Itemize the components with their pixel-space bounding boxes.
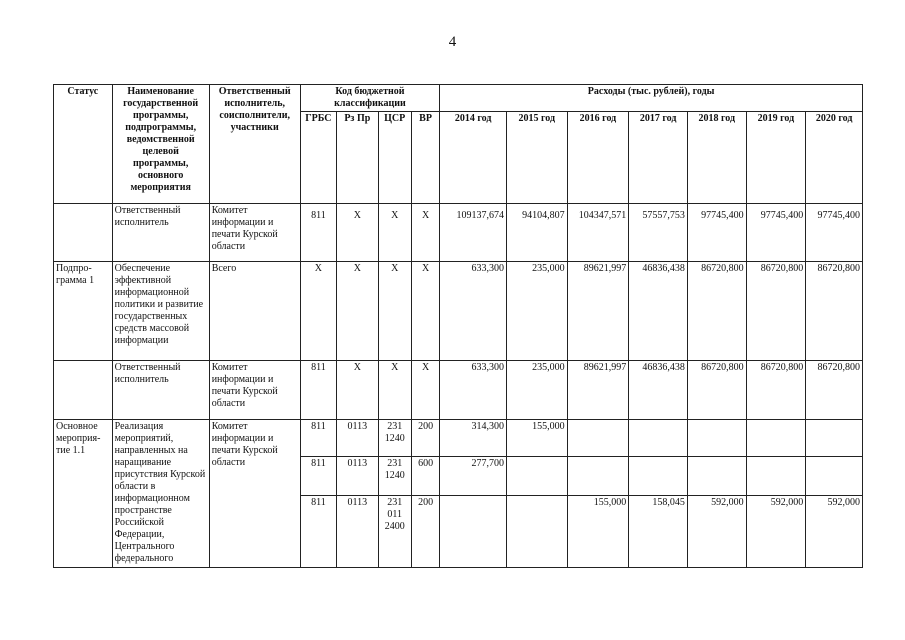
header-grbs: ГРБС bbox=[300, 112, 336, 204]
cell-value bbox=[629, 420, 688, 457]
cell-value bbox=[506, 457, 567, 496]
cell-value: 97745,400 bbox=[687, 204, 746, 262]
cell-value: 633,300 bbox=[440, 262, 507, 361]
cell-csr: X bbox=[378, 361, 411, 420]
cell-value: 277,700 bbox=[440, 457, 507, 496]
header-year: 2014 год bbox=[440, 112, 507, 204]
cell-value: 158,045 bbox=[629, 496, 688, 568]
cell-value bbox=[629, 457, 688, 496]
table-row bbox=[54, 361, 863, 420]
cell-vr: 200 bbox=[411, 420, 439, 457]
cell-value bbox=[687, 420, 746, 457]
cell-rzpr: 0113 bbox=[337, 420, 378, 457]
header-budget-code: Код бюджетной классификации bbox=[300, 85, 440, 112]
cell-value: 97745,400 bbox=[746, 204, 806, 262]
cell-csr: 231 1240 bbox=[378, 457, 411, 496]
header-year: 2016 год bbox=[567, 112, 629, 204]
cell-value: 155,000 bbox=[567, 496, 629, 568]
cell-value: 89621,997 bbox=[567, 361, 629, 420]
cell-value: 86720,800 bbox=[746, 262, 806, 361]
header-rzpr: Рз Пр bbox=[337, 112, 378, 204]
cell-rzpr: X bbox=[337, 361, 378, 420]
cell-name: Ответственный исполнитель bbox=[112, 204, 209, 262]
cell-vr: X bbox=[411, 262, 439, 361]
table-row bbox=[54, 420, 863, 457]
header-year: 2015 год bbox=[506, 112, 567, 204]
table-row bbox=[54, 204, 863, 262]
cell-value: 46836,438 bbox=[629, 262, 688, 361]
cell-value: 155,000 bbox=[506, 420, 567, 457]
cell-status bbox=[54, 204, 113, 262]
cell-value bbox=[506, 496, 567, 568]
cell-value bbox=[687, 457, 746, 496]
header-name: Наименование государственной программы, подпрограммы, ведомственной целевой программы, основного мероприятия bbox=[112, 85, 209, 204]
cell-vr: X bbox=[411, 361, 439, 420]
cell-value: 97745,400 bbox=[806, 204, 863, 262]
cell-value: 314,300 bbox=[440, 420, 507, 457]
cell-value bbox=[746, 420, 806, 457]
cell-responsible: Всего bbox=[209, 262, 300, 361]
cell-value bbox=[567, 457, 629, 496]
header-expenses: Расходы (тыс. рублей), годы bbox=[440, 85, 863, 112]
cell-status bbox=[54, 361, 113, 420]
cell-responsible: Комитет информации и печати Курской области bbox=[209, 204, 300, 262]
header-year: 2017 год bbox=[629, 112, 688, 204]
cell-value bbox=[567, 420, 629, 457]
cell-name: Ответственный исполнитель bbox=[112, 361, 209, 420]
cell-grbs: 811 bbox=[300, 496, 336, 568]
cell-rzpr: 0113 bbox=[337, 496, 378, 568]
cell-value: 86720,800 bbox=[806, 361, 863, 420]
cell-rzpr: 0113 bbox=[337, 457, 378, 496]
header-responsible: Ответственный исполнитель, соисполнители, участники bbox=[209, 85, 300, 204]
cell-vr: X bbox=[411, 204, 439, 262]
header-vr: ВР bbox=[411, 112, 439, 204]
cell-value bbox=[806, 420, 863, 457]
cell-name: Обеспечение эффективной информационной политики и развитие государственных средств массовой информации bbox=[112, 262, 209, 361]
cell-value: 592,000 bbox=[806, 496, 863, 568]
cell-csr: X bbox=[378, 204, 411, 262]
cell-value: 633,300 bbox=[440, 361, 507, 420]
cell-value: 86720,800 bbox=[687, 361, 746, 420]
cell-csr: 231 1240 bbox=[378, 420, 411, 457]
cell-value: 46836,438 bbox=[629, 361, 688, 420]
table-row bbox=[54, 262, 863, 361]
cell-value: 235,000 bbox=[506, 262, 567, 361]
cell-rzpr: X bbox=[337, 262, 378, 361]
cell-status: Подпро-грамма 1 bbox=[54, 262, 113, 361]
page-number: 4 bbox=[448, 34, 457, 50]
cell-value: 94104,807 bbox=[506, 204, 567, 262]
header-year: 2019 год bbox=[746, 112, 806, 204]
cell-csr: 231 011 2400 bbox=[378, 496, 411, 568]
cell-status: Основное мероприя-тие 1.1 bbox=[54, 420, 113, 568]
cell-value bbox=[746, 457, 806, 496]
cell-name: Реализация мероприятий, направленных на наращивание присутствия Курской области в информационном пространстве Российской Федерации, Центрального федерального bbox=[112, 420, 209, 568]
cell-grbs: 811 bbox=[300, 361, 336, 420]
cell-value: 86720,800 bbox=[746, 361, 806, 420]
cell-vr: 600 bbox=[411, 457, 439, 496]
header-year: 2020 год bbox=[806, 112, 863, 204]
cell-responsible: Комитет информации и печати Курской области bbox=[209, 420, 300, 568]
cell-grbs: 811 bbox=[300, 420, 336, 457]
header-year: 2018 год bbox=[687, 112, 746, 204]
cell-value: 86720,800 bbox=[806, 262, 863, 361]
cell-value: 89621,997 bbox=[567, 262, 629, 361]
cell-value bbox=[806, 457, 863, 496]
cell-value: 592,000 bbox=[687, 496, 746, 568]
cell-vr: 200 bbox=[411, 496, 439, 568]
cell-value: 235,000 bbox=[506, 361, 567, 420]
cell-grbs: 811 bbox=[300, 457, 336, 496]
cell-value bbox=[440, 496, 507, 568]
header-status: Статус bbox=[54, 85, 113, 204]
cell-value: 86720,800 bbox=[687, 262, 746, 361]
cell-value: 104347,571 bbox=[567, 204, 629, 262]
cell-grbs: X bbox=[300, 262, 336, 361]
cell-value: 109137,674 bbox=[440, 204, 507, 262]
cell-responsible: Комитет информации и печати Курской области bbox=[209, 361, 300, 420]
cell-grbs: 811 bbox=[300, 204, 336, 262]
cell-rzpr: X bbox=[337, 204, 378, 262]
cell-value: 57557,753 bbox=[629, 204, 688, 262]
cell-csr: X bbox=[378, 262, 411, 361]
cell-value: 592,000 bbox=[746, 496, 806, 568]
budget-table bbox=[53, 84, 863, 568]
header-csr: ЦСР bbox=[378, 112, 411, 204]
